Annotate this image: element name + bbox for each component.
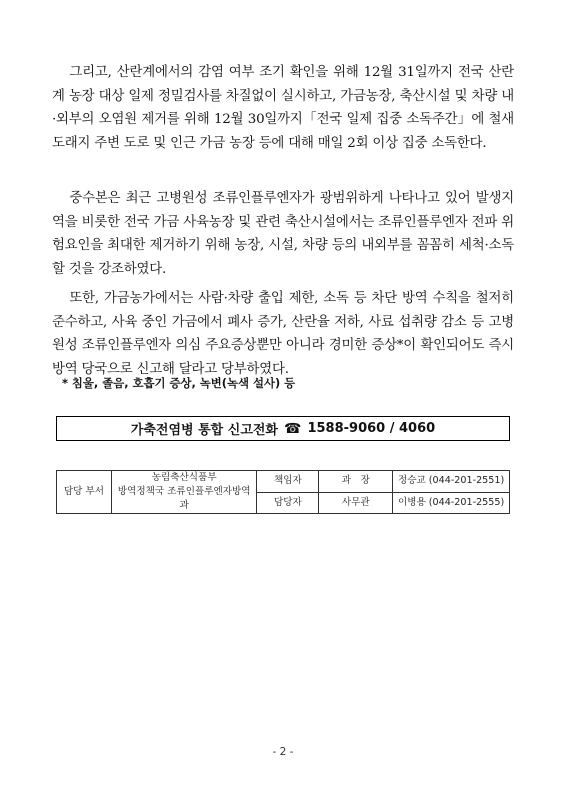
paragraph-facility-cleaning: 중수본은 최근 고병원성 조류인플루엔자가 광범위하게 나타나고 있어 발생지역을 비롯한 전국 가금 사육농장 및 관련 축산시설에서는 조류인플루엔자 전파 위험요인을 최대한 제거하기 위해 농장, 시설, 차량 등의 내외부를 꼼꼼히 세척·소독할 것을 강조하였다. <box>52 191 514 277</box>
dept-header-cell: 담당 부서 <box>57 471 112 514</box>
role-cell: 책임자 <box>257 471 319 493</box>
hotline-box <box>56 416 510 441</box>
title-cell: 과 장 <box>319 471 393 493</box>
page-number: - 2 - <box>272 746 294 758</box>
contact-table <box>56 470 510 514</box>
role-cell: 담당자 <box>257 492 319 514</box>
org-cell <box>111 471 257 514</box>
phone-icon: ☎ <box>284 420 302 437</box>
contact-cell: 이병용 (044-201-2555) <box>393 492 510 514</box>
paragraph-farm-guidelines: 또한, 가금농가에서는 사람·차량 출입 제한, 소독 등 차단 방역 수칙을 철저히 준수하고, 사육 중인 가금에서 폐사 증가, 산란율 저하, 사료 섭취량 감소 등 고병원성 조류인플루엔자 의심 주요증상뿐만 아니라 경미한 증상*이 확인되어도 즉시 방역 당국으로 신고해 달라고 당부하였다. <box>52 291 514 377</box>
title-cell: 사무관 <box>319 492 393 514</box>
contact-cell: 정승교 (044-201-2551) <box>393 471 510 493</box>
org-line-1: 농림축산식품부 <box>151 472 217 483</box>
table-row <box>57 471 510 493</box>
hotline-label: 가축전염병 통합 신고전화 <box>130 423 278 438</box>
footnote-symptoms: * 침울, 졸음, 호흡기 증상, 녹변(녹색 설사) 등 <box>62 376 296 390</box>
paragraph-inspection-disinfection: 그리고, 산란계에서의 감염 여부 조기 확인을 위해 12월 31일까지 전국 산란계 농장 대상 일제 정밀검사를 차질없이 실시하고, 가금농장, 축산시설 및 차량 내·외부의 오염원 제거를 위해 12월 30일까지「전국 일제 집중 소독주간」에 철새도래지 주변 도로 및 인근 가금 농장 등에 대해 매일 2회 이상 집중 소독한다. <box>52 65 514 151</box>
hotline-numbers: 1588-9060 / 4060 <box>307 421 436 436</box>
org-line-2: 방역정책국 조류인플루엔자방역과 <box>117 486 251 511</box>
